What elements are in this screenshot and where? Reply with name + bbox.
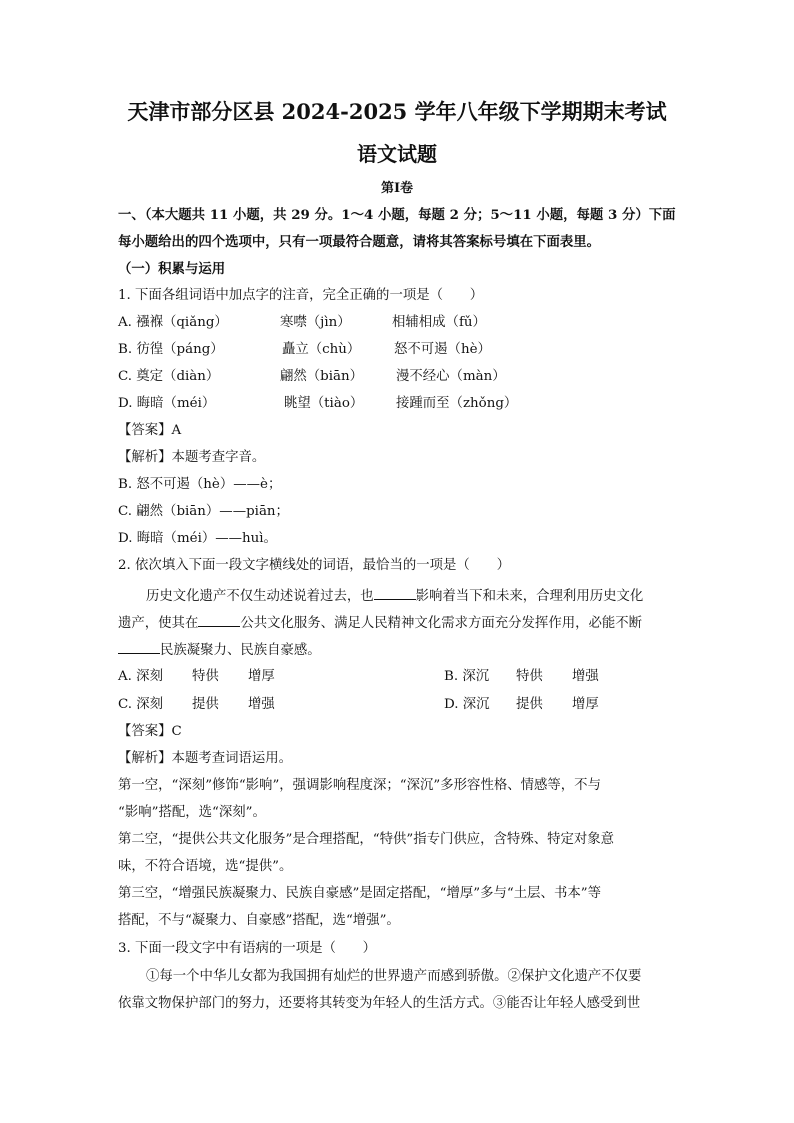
q2-passage-text: 历史文化遗产不仅生动述说着过去，也 (146, 589, 374, 604)
q2-option-c-word1: C. 深刻 (118, 697, 164, 712)
q3-passage-line2: 依靠文物保护部门的努力，还要将其转变为年轻人的生活方式。③能否让年轻人感受到世 (118, 996, 641, 1011)
q2-option-c-word3: 增强 (248, 697, 275, 712)
q2-passage-line1 (146, 586, 643, 606)
part1-intro-line2: 每小题给出的四个选项中，只有一项最符合题意，请将其答案标号填在下面表里。 (118, 234, 601, 250)
q2-option-a-word1: A. 深刻 (118, 669, 163, 684)
q2-analysis-line: 第一空，“深刻”修饰“影响”，强调影响程度深；“深沉”多形容性格、情感等，不与 (118, 778, 601, 793)
sub-heading: （一）积累与运用 (118, 261, 226, 277)
page-subtitle: 语文试题 (357, 142, 437, 166)
q3-stem: 3. 下面一段文字中有语病的一项是（ ） (118, 941, 377, 956)
q2-passage-text: 影响着当下和未来，合理利用历史文化 (415, 589, 644, 604)
section-label: 第Ⅰ卷 (380, 181, 414, 196)
q2-analysis-line: 【解析】本题考查词语运用。 (118, 751, 293, 766)
q2-option-b-word1: B. 深沉 (444, 669, 490, 684)
q1-option-d-word1: D. 晦暗（méi） (118, 396, 216, 411)
q2-analysis-line: 第二空，“提供公共文化服务”是合理搭配，“特供”指专门供应，含特殊、特定对象意 (118, 832, 615, 847)
q2-analysis-line: 搭配，不与“凝聚力、自豪感”搭配，选“增强”。 (118, 913, 400, 928)
q1-option-c-word2: 翩然（biān） (280, 369, 364, 384)
page-title: 天津市部分区县 2024-2025 学年八年级下学期期末考试 (127, 99, 667, 124)
q2-stem: 2. 依次填入下面一段文字横线处的词语，最恰当的一项是（ ） (118, 558, 510, 573)
q2-passage-text: 遗产，使其在 (118, 616, 199, 631)
q2-option-c-word2: 提供 (192, 697, 219, 712)
q2-analysis-line: 第三空，“增强民族凝聚力、民族自豪感”是固定搭配，“增厚”多与“土层、书本”等 (118, 886, 601, 901)
q2-passage-line3 (118, 640, 321, 660)
q2-option-b-word3: 增强 (572, 669, 599, 684)
q1-option-b-word2: 矗立（chù） (282, 342, 361, 357)
q2-option-d-word3: 增厚 (572, 697, 599, 712)
q1-option-b-word3: 怒不可遏（hè） (394, 342, 491, 357)
q2-option-a-word3: 增厚 (248, 669, 275, 684)
fill-blank-2 (198, 613, 240, 627)
part1-intro-line1: 一、（本大题共 11 小题，共 29 分。1～4 小题，每题 2 分；5～11 小题，每题 3 分）下面 (118, 207, 676, 223)
q1-analysis-line: D. 晦暗（méi）——huì。 (118, 531, 277, 546)
q1-analysis-line: B. 怒不可遏（hè）——è； (118, 477, 282, 492)
q1-answer: 【答案】A (118, 423, 182, 438)
q2-passage-text: 民族凝聚力、民族自豪感。 (160, 643, 321, 658)
q2-passage-text: 公共文化服务、满足人民精神文化需求方面充分发挥作用，必能不断 (240, 616, 643, 631)
q2-option-a-word2: 特供 (192, 669, 219, 684)
q1-option-d-word2: 眺望（tiào） (284, 396, 364, 411)
q2-option-d-word2: 提供 (516, 697, 543, 712)
q1-option-b-word1: B. 彷徨（páng） (118, 342, 224, 357)
q2-option-d-word1: D. 深沉 (444, 697, 490, 712)
q2-answer: 【答案】C (118, 724, 182, 739)
q1-analysis-line: 【解析】本题考查字音。 (118, 450, 266, 465)
q1-stem: 1. 下面各组词语中加点字的注音，完全正确的一项是（ ） (118, 288, 484, 303)
q2-option-b-word2: 特供 (516, 669, 543, 684)
q2-passage-line2 (118, 613, 642, 633)
q3-passage-line1: ①每一个中华儿女都为我国拥有灿烂的世界遗产而感到骄傲。②保护文化遗产不仅要 (146, 969, 642, 984)
q1-analysis-line: C. 翩然（biān）——piān； (118, 504, 289, 519)
fill-blank-3 (118, 640, 160, 654)
q1-option-a-word1: A. 襁褓（qiǎng） (118, 315, 228, 330)
q1-option-a-word3: 相辅相成（fǔ） (392, 315, 486, 330)
q1-option-a-word2: 寒噤（jìn） (280, 315, 351, 330)
fill-blank-1 (374, 586, 416, 600)
q1-option-c-word3: 漫不经心（màn） (396, 369, 506, 384)
q2-analysis-line: “影响”搭配，选“深刻”。 (118, 805, 266, 820)
q2-analysis-line: 味，不符合语境，选“提供”。 (118, 859, 293, 874)
q1-option-c-word1: C. 奠定（diàn） (118, 369, 220, 384)
q1-option-d-word3: 接踵而至（zhǒng） (396, 396, 518, 411)
